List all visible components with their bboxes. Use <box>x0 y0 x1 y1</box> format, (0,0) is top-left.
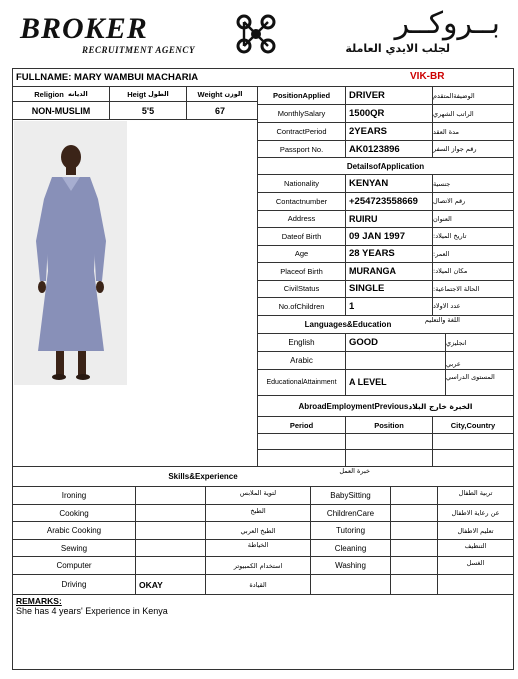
weight-label-ar: الوزن <box>224 90 243 98</box>
religion-label: Religion <box>34 89 64 99</box>
skill-arabic-cooking-value <box>136 522 205 539</box>
religion-header <box>13 87 109 101</box>
education-value: A LEVEL <box>349 377 387 387</box>
abroad-col-position: Position <box>374 420 404 430</box>
height-header <box>110 87 186 101</box>
abroad-col-city: City,Country <box>450 420 496 430</box>
skill-ironing-label: Ironing <box>61 491 87 500</box>
skill-sewing-ar: الخياطة <box>247 540 269 549</box>
fullname-value: MARY WAMBUI MACHARIA <box>74 72 199 83</box>
salary-value: 1500QR <box>349 108 385 119</box>
passport-label: Passport No. <box>279 144 324 154</box>
brand-subtitle-ar: لجلب الايدي العاملة <box>345 42 450 55</box>
skill-sewing-value <box>136 540 205 557</box>
skill-computer-value <box>136 557 205 574</box>
skill-tutoring-value <box>391 522 437 539</box>
detail-pob-value: MURANGA <box>349 266 396 276</box>
height-label-ar: الطول <box>148 90 169 98</box>
lang-arabic-label: Arabic <box>290 356 313 365</box>
detail-children-ar: عدد الاولاد <box>433 302 461 310</box>
abroad-col-period: Period <box>289 420 314 430</box>
skill-arabic-cooking-ar: الطبخ العربي <box>240 526 276 535</box>
languages-section-title: Languages&Education <box>304 320 392 329</box>
skill-sewing-label: Sewing <box>60 543 88 553</box>
lang-arabic-value <box>346 352 445 369</box>
detail-address-ar: العنوان <box>433 214 452 223</box>
skill-washing-ar: الغسل <box>466 559 485 567</box>
languages-section-ar: اللغة والتعليم <box>424 316 460 324</box>
skill-cooking-value <box>136 505 205 522</box>
lang-english-label: English <box>288 338 315 347</box>
education-label: EducationalAttainment <box>266 378 337 386</box>
salary-label-ar: الراتب الشهري <box>433 109 474 118</box>
details-section-title: DetailsofApplication <box>346 161 425 171</box>
detail-civil-ar: الحالة الاجتماعية: <box>433 284 480 293</box>
detail-civil-value: SINGLE <box>349 283 385 294</box>
abroad-title-ar: الخبرة خارج البلاد <box>408 401 473 411</box>
detail-address-value: RUIRU <box>349 213 378 224</box>
skill-cleaning-value <box>391 540 437 557</box>
person-figure-icon <box>14 121 127 385</box>
skills-section-ar: خبرة العمل <box>339 467 370 475</box>
skill-tutoring-ar: تعليم الاطفال <box>457 526 494 535</box>
detail-contact-value: +254723558669 <box>349 195 418 207</box>
lang-english-ar: انجليزي <box>446 338 467 347</box>
abroad-section-title <box>258 396 513 416</box>
detail-contact-label: Contactnumber <box>275 196 328 206</box>
detail-dob-ar: تاريخ الميلاد: <box>433 232 467 240</box>
brand-subtitle-en: RECRUITMENT AGENCY <box>82 45 195 55</box>
contract-label: ContractPeriod <box>276 127 327 136</box>
skill-tutoring-label: Tutoring <box>335 526 366 535</box>
detail-dob-label: Dateof Birth <box>281 231 322 241</box>
education-ar: المستوى الدراسي <box>446 373 495 381</box>
brand-name-ar: بــروكــر <box>394 6 500 41</box>
detail-pob-ar: مكان الميلاد: <box>433 267 468 275</box>
skill-empty-label <box>311 575 390 594</box>
detail-children-value: 1 <box>349 300 355 312</box>
weight-value: 67 <box>214 105 225 116</box>
religion-value: NON-MUSLIM <box>31 105 91 116</box>
remarks-text: She has 4 years' Experience in Kenya <box>16 606 168 616</box>
skill-driving-label: Driving <box>61 580 87 589</box>
passport-label-ar: رقم جواز السفر <box>433 145 477 153</box>
position-value: DRIVER <box>349 90 385 101</box>
detail-age-ar: العمر: <box>433 249 450 258</box>
skill-babysitting-ar: تربية الطفال <box>458 489 493 497</box>
skill-cooking-ar: الطبخ <box>250 506 266 515</box>
lang-english-value: GOOD <box>349 337 379 348</box>
skill-ironing-value <box>136 487 205 504</box>
brand-name-en: BROKER <box>20 12 148 45</box>
salary-label: MonthlySalary <box>277 109 326 118</box>
detail-age-label: Age <box>294 249 309 258</box>
detail-nationality-label: Nationality <box>283 179 320 188</box>
skill-ironing-ar: لتوية الملابس <box>239 489 277 497</box>
header <box>0 0 518 64</box>
skill-empty-ar <box>438 575 513 594</box>
skill-driving-ar: القيادة <box>249 580 267 589</box>
skill-cleaning-label: Cleaning <box>334 543 367 553</box>
skill-childrencare-value <box>391 505 437 522</box>
skill-washing-value <box>391 557 437 574</box>
skill-arabic-cooking-label: Arabic Cooking <box>46 526 102 535</box>
position-label-ar: الوضيفةالمتقدم <box>433 91 475 100</box>
detail-pob-label: Placeof Birth <box>280 266 323 276</box>
contract-label-ar: مدة العقد <box>433 127 459 136</box>
skill-empty-value <box>391 575 437 594</box>
detail-dob-value: 09 JAN 1997 <box>349 230 405 242</box>
weight-label: Weight <box>197 89 223 99</box>
detail-nationality-ar: جنسية <box>433 179 451 188</box>
detail-nationality-value: KENYAN <box>349 178 389 189</box>
fullname-label: FULLNAME: <box>16 72 72 83</box>
skill-childrencare-label: ChildrenCare <box>326 508 375 518</box>
skill-computer-ar: استخدام الكمبيوتر <box>233 561 283 570</box>
lang-arabic-ar: عربي <box>446 359 461 368</box>
weight-header <box>187 87 253 101</box>
detail-contact-ar: رقم الاتصال <box>433 197 466 205</box>
passport-value: AK0123896 <box>349 143 400 155</box>
detail-age-value: 28 YEARS <box>349 248 395 259</box>
molecule-logo-icon <box>232 10 280 58</box>
skill-computer-label: Computer <box>56 561 92 570</box>
detail-address-label: Address <box>287 214 316 223</box>
position-label: PositionApplied <box>272 91 331 100</box>
skill-cleaning-ar: التنظيف <box>464 541 487 550</box>
height-label: Heigt <box>127 89 146 99</box>
height-value: 5'5 <box>141 105 155 116</box>
skill-washing-label: Washing <box>335 561 366 570</box>
skill-childrencare-ar: عن رعاية الاطفال <box>451 509 500 517</box>
skill-driving-value: OKAY <box>139 579 163 590</box>
remarks-label: REMARKS: <box>16 596 62 606</box>
skill-cooking-label: Cooking <box>59 508 89 518</box>
applicant-photo <box>14 121 127 385</box>
skill-babysitting-value <box>391 487 437 504</box>
contract-value: 2YEARS <box>349 126 388 137</box>
reference-code: VIK-BR <box>410 71 445 82</box>
religion-label-ar: الديانه <box>68 90 88 98</box>
detail-civil-label: CivilStatus <box>283 284 320 293</box>
skill-babysitting-label: BabySitting <box>330 491 371 500</box>
skills-section-title: Skills&Experience <box>168 472 238 481</box>
abroad-title-en: AbroadEmploymentPrevious <box>298 401 409 411</box>
detail-children-label: No.ofChildren <box>278 301 325 311</box>
